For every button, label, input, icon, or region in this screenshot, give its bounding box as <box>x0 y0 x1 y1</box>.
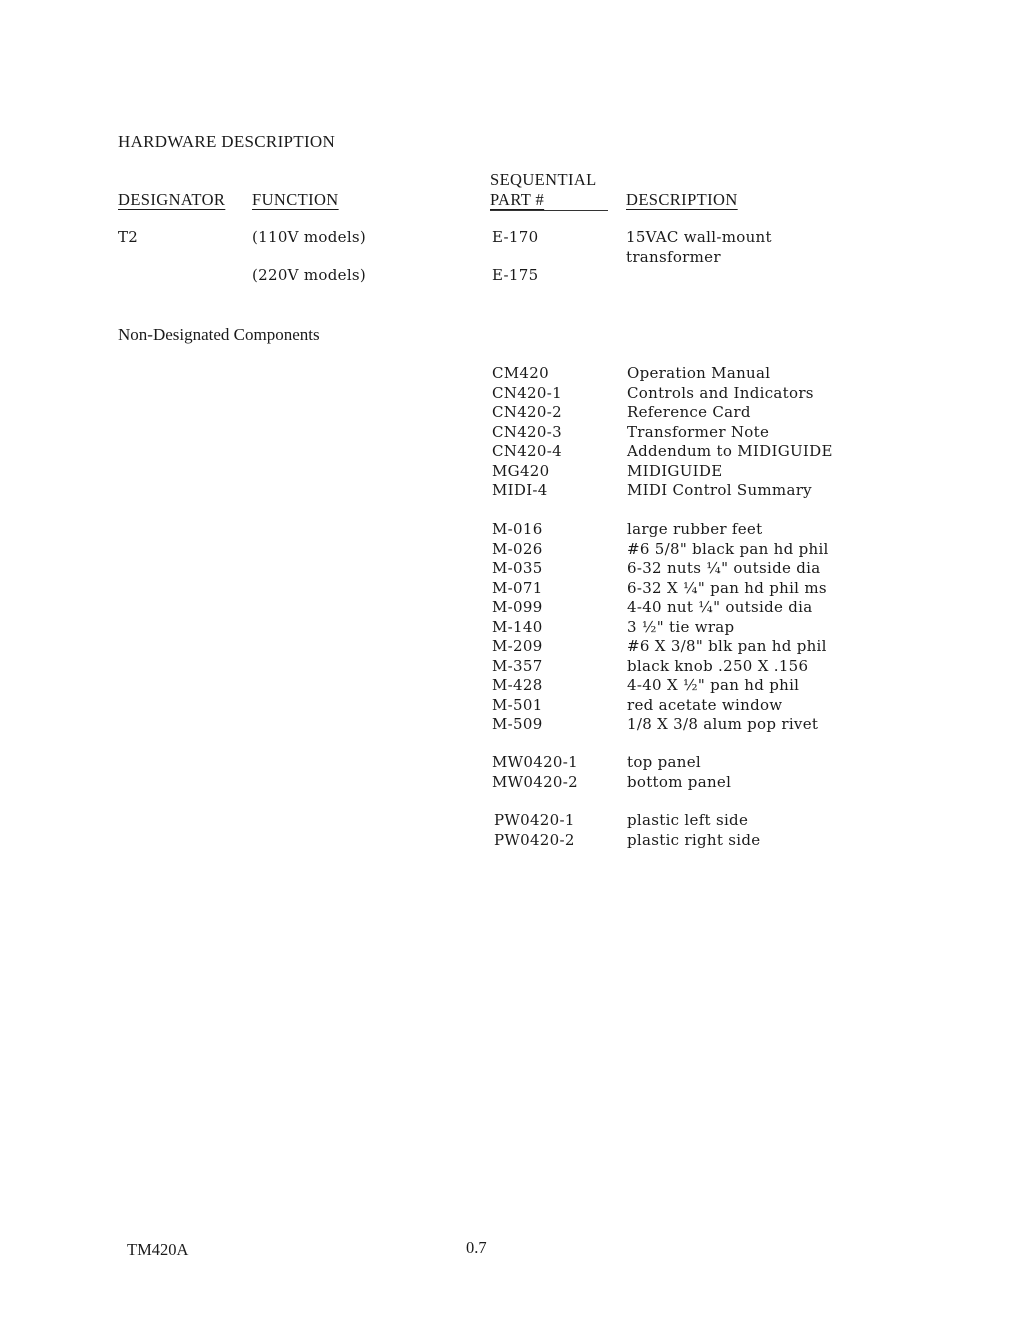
footer-page-number: 0.7 <box>466 1238 487 1257</box>
part-description: plastic right side <box>627 830 761 849</box>
part-description: top panel <box>627 753 702 771</box>
part-description: MIDIGUIDE <box>627 461 723 480</box>
part-description: #6 X 3/8" blk pan hd phil <box>627 637 827 655</box>
part-description: Transformer Note <box>627 422 770 441</box>
part-number: MIDI-4 <box>492 481 548 499</box>
part-number: M-026 <box>492 539 543 558</box>
group-description-list <box>627 811 760 850</box>
group-description-list <box>627 520 829 735</box>
part-description: bottom panel <box>627 772 732 791</box>
part-description: 4-40 X ½" pan hd phil <box>627 676 800 694</box>
header-part-number: PART # <box>490 190 545 209</box>
part-description: plastic left side <box>627 811 749 829</box>
part-number: PW0420-2 <box>494 830 575 849</box>
part-description: Reference Card <box>627 403 751 421</box>
part-description: 6-32 X ¼" pan hd phil ms <box>627 578 827 597</box>
row-function: (220V models) <box>252 266 367 284</box>
header-description: DESCRIPTION <box>626 190 738 209</box>
part-description: 6-32 nuts ¼" outside dia <box>627 559 821 577</box>
footer-doc-id: TM420A <box>127 1240 189 1259</box>
header-function: FUNCTION <box>252 190 339 209</box>
part-number: CN420-4 <box>492 442 562 460</box>
part-number: M-209 <box>492 637 543 655</box>
part-number: CN420-3 <box>492 422 562 441</box>
part-number: M-357 <box>492 656 543 675</box>
part-number: M-016 <box>492 520 543 538</box>
group-parts-list <box>492 520 543 735</box>
header-underline-part <box>490 210 608 211</box>
part-number: M-140 <box>492 617 543 636</box>
part-number: M-071 <box>492 578 543 597</box>
row-designator: T2 <box>118 228 139 246</box>
part-description: Addendum to MIDIGUIDE <box>627 442 833 460</box>
group-parts-list <box>494 811 575 850</box>
part-description: 3 ½" tie wrap <box>627 617 735 636</box>
group-description-list <box>627 364 833 501</box>
part-description: black knob .250 X .156 <box>627 656 809 675</box>
header-sequential: SEQUENTIAL <box>490 170 597 189</box>
part-number: CN420-2 <box>492 403 562 421</box>
part-number: M-509 <box>492 715 543 733</box>
part-number: M-501 <box>492 695 543 714</box>
group-parts-list <box>492 753 578 792</box>
page-title: HARDWARE DESCRIPTION <box>118 132 336 151</box>
part-number: M-428 <box>492 676 543 694</box>
part-description: 4-40 nut ¼" outside dia <box>627 598 813 616</box>
part-description: red acetate window <box>627 695 783 714</box>
part-number: M-099 <box>492 598 543 616</box>
part-number: CM420 <box>492 364 549 382</box>
part-number: PW0420-1 <box>494 811 575 829</box>
part-description: Controls and Indicators <box>627 383 814 402</box>
part-number: CN420-1 <box>492 383 562 402</box>
part-description: #6 5/8" black pan hd phil <box>627 539 829 558</box>
part-number: MW0420-2 <box>492 772 578 791</box>
group-description-list <box>627 753 731 792</box>
header-designator: DESIGNATOR <box>118 190 226 209</box>
part-number: MG420 <box>492 461 550 480</box>
row-description-cont: transformer <box>626 248 721 266</box>
row-function: (110V models) <box>252 228 367 246</box>
row-part: E-175 <box>492 266 539 284</box>
part-description: 1/8 X 3/8 alum pop rivet <box>627 715 819 733</box>
row-description: 15VAC wall-mount <box>626 228 772 246</box>
row-part: E-170 <box>492 228 539 246</box>
group-parts-list <box>492 364 562 501</box>
part-number: MW0420-1 <box>492 753 578 771</box>
part-number: M-035 <box>492 559 543 577</box>
part-description: large rubber feet <box>627 520 763 538</box>
part-description: MIDI Control Summary <box>627 481 812 499</box>
part-description: Operation Manual <box>627 364 771 382</box>
section-heading: Non-Designated Components <box>118 325 320 344</box>
